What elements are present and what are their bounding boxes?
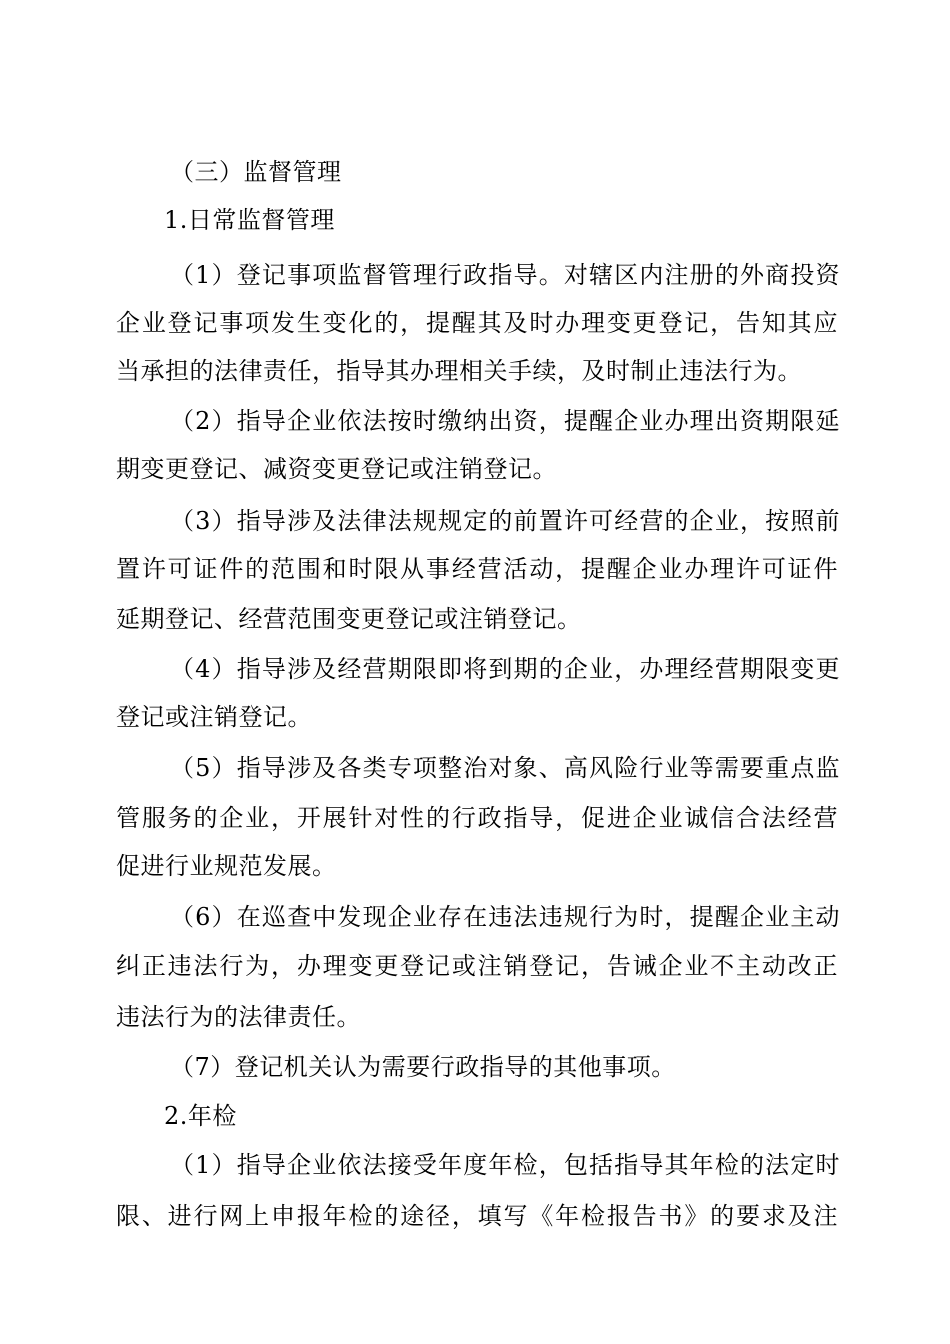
paragraph-line: 期变更登记、减资变更登记或注销登记。	[116, 455, 557, 483]
subsection-heading: 1.日常监督管理	[164, 206, 335, 234]
paragraph-line: 纠正违法行为，办理变更登记或注销登记，告诫企业不主动改正	[116, 952, 838, 980]
paragraph-line: 登记或注销登记。	[116, 703, 312, 731]
paragraph-line: （4）指导涉及经营期限即将到期的企业，办理经营期限变更	[170, 655, 840, 683]
paragraph-line: （6）在巡查中发现企业存在违法违规行为时，提醒企业主动	[170, 903, 840, 931]
paragraph-line: 违法行为的法律责任。	[116, 1003, 361, 1031]
paragraph-line: （2）指导企业依法按时缴纳出资，提醒企业办理出资期限延	[170, 407, 840, 435]
paragraph-line: 企业登记事项发生变化的，提醒其及时办理变更登记，告知其应	[116, 309, 838, 337]
paragraph-line: 延期登记、经营范围变更登记或注销登记。	[116, 605, 582, 633]
paragraph-line: （1）登记事项监督管理行政指导。对辖区内注册的外商投资	[170, 261, 840, 289]
paragraph-line: 置许可证件的范围和时限从事经营活动，提醒企业办理许可证件	[116, 555, 838, 583]
paragraph-line: 管服务的企业，开展针对性的行政指导，促进企业诚信合法经营	[116, 804, 838, 832]
section-heading: （三）监督管理	[170, 158, 342, 186]
paragraph-line: （5）指导涉及各类专项整治对象、高风险行业等需要重点监	[170, 754, 840, 782]
paragraph-line: （1）指导企业依法接受年度年检，包括指导其年检的法定时	[170, 1151, 840, 1179]
subsection-heading: 2.年检	[164, 1102, 237, 1130]
paragraph-line: 促进行业规范发展。	[116, 852, 337, 880]
paragraph-line: （3）指导涉及法律法规规定的前置许可经营的企业，按照前	[170, 507, 840, 535]
paragraph-line: （7）登记机关认为需要行政指导的其他事项。	[170, 1053, 676, 1081]
paragraph-line: 限、进行网上申报年检的途径，填写《年检报告书》的要求及注	[116, 1202, 838, 1230]
paragraph-line: 当承担的法律责任，指导其办理相关手续，及时制止违法行为。	[116, 357, 802, 385]
